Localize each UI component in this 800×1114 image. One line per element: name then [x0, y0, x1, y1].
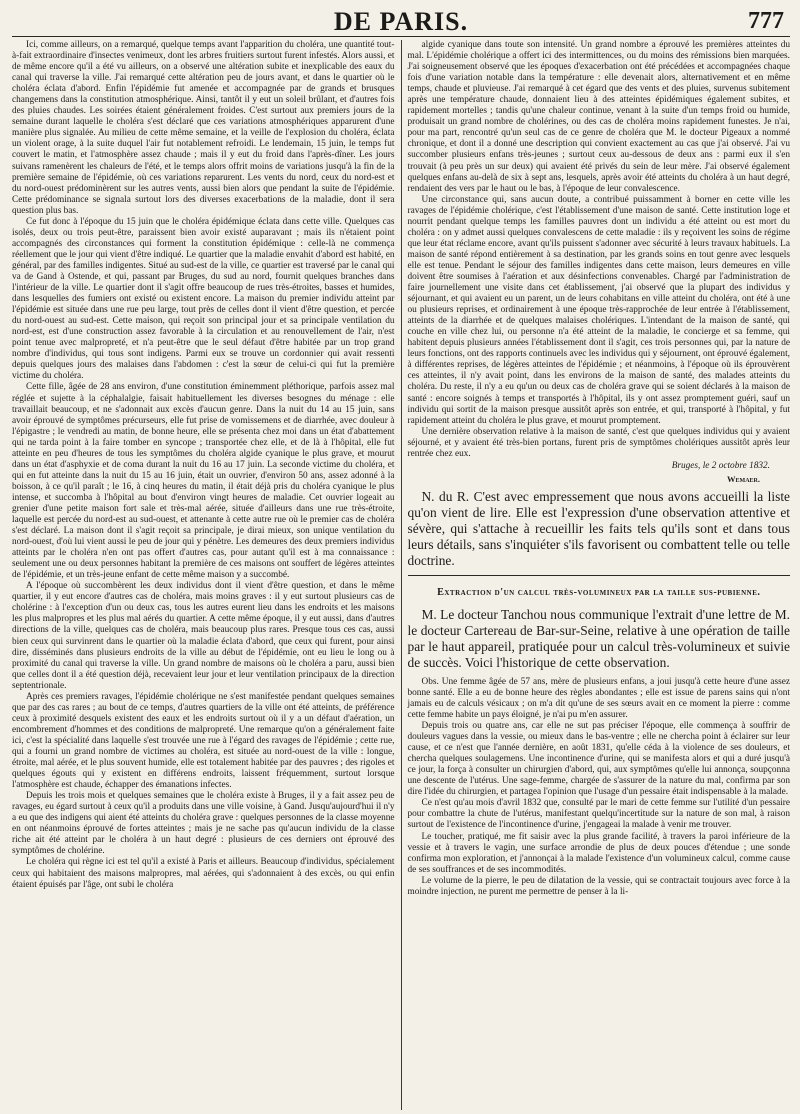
paragraph: algide cyanique dans toute son intensité. Un grand nombre a éprouvé les premières atteintes du mal. L'épidémie cholérique a offert ici des intermittences, ou du moins des rémissions bien marquées. J'ai soigneusement observé que les époques d'exacerbation ont été précédées et accompagnées chaque fois d'une variation notable dans la température : elle devenait alors, alternativement et en même temps, chaude et pluvieuse. J'ai remarqué à cet égard que des vents et des pluies, survenus subitement après une température chaude, donnaient lieu à des atteintes épidémiques également subites, et rapidement mortelles ; tandis qu'une chaleur continue, venant à la suite d'un temps froid ou humide, produisait un grand nombre de cholérines, ou des cas de choléra moins rapidement funestes. Je n'ai, pour ma part, rencontré qu'un seul cas de ce genre de choléra que M. le docteur Pigeaux a nommé chronique, et dont il a donné une description qui convient exactement au cas que j'ai observé. J'ai vu succomber plusieurs enfans très-jeunes ; surtout ceux au-dessous de deux ans : parmi eux il s'en trouvait (à peu près un sur deux) qui avaient été privés du sein de leur mère. J'ai observé également quelques enfans au-delà de six à sept ans, lesquels, après avoir été atteints du choléra à un haut degré, rendaient des vers par le haut ou le bas, à l'époque de leur convalescence. [407, 40, 790, 194]
right-column [401, 40, 791, 1110]
paragraph: Ici, comme ailleurs, on a remarqué, quelque temps avant l'apparition du choléra, une quantité tout-à-fait extraordinaire d'insectes venimeux, dont les arbres fruitiers surtout furent infestés. Alors aussi, et de même encore qu'il a été vu ailleurs, on a observé une altération subite et inexplicable des eaux du canal qui traverse la ville. J'ai remarqué cette altération peu de jours avant, et dans le quartier où le choléra éclata d'abord. Enfin l'épidémie fut amenée et accompagnée par de grands et brusques changemens dans la constitution atmosphérique. Ainsi, tantôt il y eut un soleil brûlant, et d'autres fois des pluies chaudes. Les soirées étaient généralement froides. C'est surtout aux premiers jours de la semaine durant laquelle le choléra s'est déclaré que ces variations atmosphériques apparurent d'une manière plus signalée. Au milieu de cette même semaine, et la veille de l'explosion du choléra, éclata un violent orage, à la suite duquel l'air fut notablement refroidi. Le lendemain, 15 juin, le temps fut couvert le matin, et l'atmosphère assez chaude ; mais il y eut du froid dans l'après-dîner. Les jours suivans ramenèrent les chaleurs de l'été, et le temps alors offrit moins de variations jusqu'à la fin de la première semaine de l'épidémie, où ces variations reparurent. Les vents du nord, ceux du nord-est et du nord-ouest prédominèrent sur les autres vents, aussi bien alors que pendant la suite de l'épidémie. Cette prédominance se signala surtout lors des diverses exacerbations de la maladie, dont il sera question plus bas. [12, 40, 395, 216]
paragraph: A l'époque où succombèrent les deux individus dont il vient d'être question, et dans le même quartier, il y eut encore d'autres cas de choléra, mais moins graves : il y eut surtout plusieurs cas de cholérine : à l'exception d'un ou deux cas, tous les autres eurent lieu dans les endroits et les maisons les plus malpropres et les plus mal aérés du quartier. A cette même époque, il y eut aussi, dans d'autres directions de la ville, quelques cas de choléra, mais beaucoup plus rares. Presque tous ces cas, aussi bien ceux qui survinrent dans le quartier où la maladie éclata d'abord, que ceux qui furent, pour ainsi dire, disséminés dans plusieurs endroits de la ville au début de l'épidémie, ont eu lieu le long ou à proximité du canal qui traverse la ville. Un grand nombre de maisons où le choléra a paru, aussi bien que celles dont il a été question déjà, recevaient leur jour et leur ventilation principaux de la direction septentrionale. [12, 581, 395, 691]
left-column [12, 40, 401, 1110]
paragraph: Ce fut donc à l'époque du 15 juin que le choléra épidémique éclata dans cette ville. Quelques cas isolés, deux ou trois peut-être, paraissent bien avoir existé auparavant ; mais ils n'étaient point accompagnés des circonstances qui forment la constitution épidémique : celle-là ne commença réellement que le jour qui vient d'être indiqué. Le quartier que la maladie envahit d'abord est habité, en général, par des familles indigentes. Situé au sud-est de la ville, ce quartier est traversé par le canal qui va de Gand à Ostende, et qui, passant par Bruges, du sud au nord, fournit quelques branches dans l'intérieur de la ville. Le quartier dont il s'agit offre beaucoup de rues très-étroites, basses et humides, dans lesquelles des fumiers ont existé ou existent encore. La maison du premier individu atteint par l'épidémie est située dans une rue peu large, tout près de celles dont il vient d'être question, et percée du nord-ouest au sud-est. Cette maison, qui reçoit son principal jour et sa principale ventilation du nord-est, est d'une construction assez favorable à la circulation et au renouvellement de l'air, n'est point tenue avec malpropreté, et n'a peut-être que le seul défaut d'être habitée par un trop grand nombre d'individus, qui tous sont indigens. Parmi eux se trouve un cordonnier qui avait ressenti depuis quelques jours des malaises dans l'abdomen : c'est la sœur de celui-ci qui fut la première victime du choléra. [12, 216, 395, 382]
running-title: DE PARIS. [333, 7, 469, 36]
paragraph: Le toucher, pratiqué, me fit saisir avec la plus grande facilité, à travers la paroi inférieure de la vessie et à travers le vagin, une surface arrondie de plus de deux pouces d'étendue ; une sonde confirma mon exploration, et j'annonçai à la malade l'existence d'un volumineux calcul, comme cause de ses souffrances et de ses incommodités. [407, 831, 790, 875]
paragraph: Obs. Une femme âgée de 57 ans, mère de plusieurs enfans, a joui jusqu'à cette heure d'une assez bonne santé. Elle a eu de bonne heure des règles abondantes ; elle est issue de parens sains qui n'ont jamais eu de calculs vésicaux ; on m'a dit qu'une de ses sœurs avait en ce moment la pierre : comme cette femme habite un pays éloigné, je n'ai pu m'en assurer. [407, 676, 790, 721]
paragraph: Le choléra qui règne ici est tel qu'il a existé à Paris et ailleurs. Beaucoup d'individus, spécialement ceux qui habitaient des maisons malpropres, mal aérées, qui s'adonnaient à des excès, ou qui enfin étaient épuisés par l'âge, ont subi le choléra [12, 857, 395, 890]
page-number: 777 [748, 8, 784, 34]
two-column-body [12, 40, 790, 1110]
paragraph: Une dernière observation relative à la maison de santé, c'est que quelques individus qui y avaient séjourné, et y avaient été très-bien portans, furent pris de symptômes cholériques aussitôt après leur rentrée chez eux. [407, 426, 790, 459]
signature-date: Bruges, le 2 octobre 1832. [671, 460, 770, 471]
editor-note: N. du R. C'est avec empressement que nous avons accueilli la liste qu'on vient de lire. Elle est l'expression d'une observation attentive et sévère, qui s'attache à recueillir les faits tels qu'ils sont et dans tous leurs détails, sans s'inquiéter s'ils favorisent ou combattent telle ou telle doctrine. [407, 488, 790, 568]
paragraph: Ce n'est qu'au mois d'avril 1832 que, consulté par le mari de cette femme sur l'utilité d'un pessaire pour combattre la chute de l'utérus, manifestant quelqu'incertitude sur la nature de son mal, à raison surtout de l'existence de l'incontinence d'urine, j'engageai la malade à venir me trouver. [407, 798, 790, 831]
section-divider [408, 575, 791, 576]
section-intro: M. Le docteur Tanchou nous communique l'extrait d'une lettre de M. le docteur Cartereau de Bar-sur-Seine, relative à une opération de taille par le haut appareil, pratiquée pour un calcul très-volumineux et suivie de succès. Voici l'historique de cette observation. [407, 606, 790, 670]
section-title: Extraction d'un calcul très-volumineux par la taille sus-pubienne. [437, 586, 761, 598]
paragraph: Cette fille, âgée de 28 ans environ, d'une constitution éminemment pléthorique, parfois assez mal réglée et sujette à la céphalalgie, faisait habituellement les diverses besognes du ménage : elle travaillait beaucoup, et ne s'adonnait aux excès d'aucun genre. Dans la nuit du 14 au 15 juin, sans avoir éprouvé de symptômes précurseurs, elle fut prise de vomissemens et de diarrhée, avec douleur à l'épigastre ; le vendredi au matin, de bonne heure, elle se présenta chez moi dans un état d'abattement qui ne tarda point à la faire tomber en syncope ; transportée chez elle, et de là à l'hôpital, elle fut atteinte en peu d'heures de tous les symptômes du choléra algide cyanique le plus grave, et mourut dans un état d'asphyxie et de coma durant la nuit du 16 au 17 juin. La seconde victime du choléra, et qui en fut atteinte dans la nuit du 15 au 16 juin, était un ouvrier, d'environ 50 ans, assez adonné à la boisson, à ce qu'il paraît ; le 16, à cinq heures du matin, il était déjà pris du choléra cyanique le plus intense, et succomba à l'hôpital au bout d'environ vingt heures de maladie. Cet ouvrier logeait au grenier d'une petite maison fort sale et très-mal aérée, située d'ailleurs dans une rue très-étroite, laquelle est percée du nord-est au sud-ouest, et attenante à cette autre rue où le premier cas de choléra s'est déclaré. La maison dont il s'agit reçoit sa principale, je dirai mieux, son unique ventilation du nord-ouest, d'où lui vient aussi le peu de jour qui y pénètre. Les demeures des deux premiers individus atteints par le choléra n'en ont pas offert d'autres cas, pour autant qu'il est à ma connaissance : seulement une ou deux personnes habitant la première de ces maisons ont souffert de légères atteintes de l'épidémie, et un très-jeune enfant de cette même maison y a succombé. [12, 382, 395, 581]
page-header [12, 6, 790, 37]
author-signature: Wemaer. [727, 473, 760, 484]
paragraph: Une circonstance qui, sans aucun doute, a contribué puissamment à borner en cette ville les ravages de l'épidémie cholérique, c'est l'établissement d'une maison de santé. Cette institution loge et nourrit pendant quelque temps les familles pauvres dont un individu a été atteint ou est mort du choléra : on y admet aussi quelques convalescens de cette maladie : ils y reçoivent les soins de régime que leur état réclame encore, avant qu'ils puissent s'adonner avec sécurité à leurs travaux habituels. La maison de santé répond entièrement à sa destination, par les grands soins en tout genre avec lesquels elle est tenue. Pendant le séjour des familles indigentes dans cette maison, leurs demeures en ville doivent être soumises à l'aération et aux désinfections convenables. Chargé par l'administration de faire journellement une visite dans cet établissement, j'ai observé que la plupart des individus y séjournant, et qui avaient eu un parent, un de leurs cohabitans en ville atteint du choléra, ont été à une ou plusieurs reprises, et ordinairement à une époque très-rapprochée de leur entrée à l'établissement, atteints de la diarrhée et de quelques malaises cholériques. L'intendant de la maison de santé, qui couche en ville chez lui, ou personne n'a été atteint de la maladie, le concierge et sa femme, qui habitent depuis plusieurs années l'établissement dont il s'agit, ces trois personnes qui, par la nature de leurs fonctions, ont des rapports continuels avec les individus qui y séjournent, ont éprouvé également, à différentes reprises, de légères atteintes de l'épidémie ; et néanmoins, à l'époque où ils éprouvèrent ces atteintes, il n'y avait point, dans les environs de la maison de santé, des malades atteints du choléra. Du reste, il n'y a eu qu'un ou deux cas de choléra grave qui se soient déclarés à la maison de santé : encore soignés à temps et transportés à l'hôpital, ils y ont assez promptement guéri, sauf un individu qui sortit de la maison presque aussitôt après son entrée, et qui, transporté à l'hôpital, y fut rapidement atteint du choléra le plus grave, et mourut promptement. [407, 194, 790, 426]
paragraph: Le volume de la pierre, le peu de dilatation de la vessie, qui se contractait toujours avec force à la moindre injection, ne purent me permettre de penser à la li- [407, 875, 790, 897]
paragraph: Depuis les trois mois et quelques semaines que le choléra existe à Bruges, il y a fait assez peu de ravages, eu égard surtout à ceux qu'il a produits dans une ville voisine, à Gand. Jusqu'aujourd'hui il n'y a eu que des indigens qui aient été atteints du choléra grave : quelques personnes de la classe moyenne en ont néanmoins éprouvé de fortes atteintes ; mais je ne sache pas qu'aucun individu de la classe riche ait été atteint par le choléra à un haut degré : plusieurs de ces derniers ont éprouvé des symptômes de cholérine. [12, 791, 395, 857]
paragraph: Depuis trois ou quatre ans, car elle ne sut pas préciser l'époque, elle commença à souffrir de douleurs vagues dans la vessie, ou mieux dans le bas-ventre ; elle ne chercha point à éclairer sur leur cause, et ce n'est que l'année dernière, en août 1831, qu'elle céda à la violence de ses douleurs, et chercha quelques soulagemens. Une incontinence d'urine, qui se manifesta alors et qui a duré jusqu'à ce jour, la força à consulter un chirurgien d'abord, qui, aux symptômes qu'elle lui annonça, soupçonna une descente de l'utérus. Une sage-femme, chargée de s'assurer de la nature du mal, confirma par son dire l'idée du chirurgien, et partagea l'opinion que l'usage d'un pessaire était indispensable à la malade. [407, 721, 790, 798]
paragraph: Après ces premiers ravages, l'épidémie cholérique ne s'est manifestée pendant quelques semaines que par des cas rares ; au bout de ce temps, d'autres quartiers de la ville ont été atteints, de préférence ceux à proximité desquels existent des eaux et les endroits surtout où il y a un défaut d'aération, un encombrement d'hommes et des conditions de malpropreté. Une remarque qu'on a généralement faite ici, c'est la spécialité dans laquelle s'est trouvée une rue à l'égard des ravages de l'épidémie ; cette rue, qui a fourni un grand nombre de victimes au choléra, est située au nord-ouest de la ville : longue, étroite, mal aérée, et le plus souvent humide, elle est totalement habitée par des pauvres ; des rigoles et quelques égouts qui y existent en différens endroits, laissent fréquemment, surtout lorsque l'atmosphère est chaude, échapper des émanations infectes. [12, 691, 395, 791]
